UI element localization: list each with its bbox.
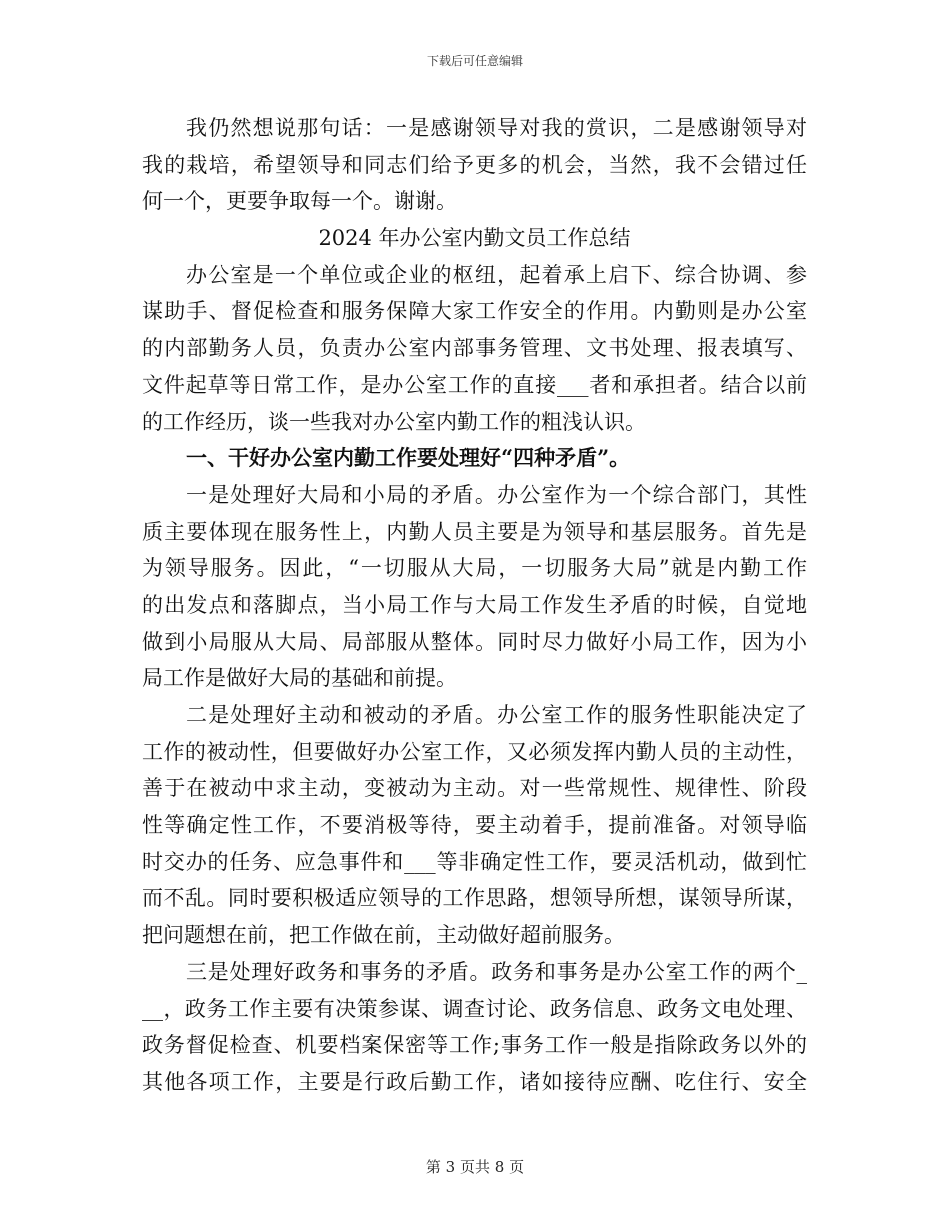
paragraph-line: 我的栽培，希望领导和同志们给予更多的机会，当然，我不会错过任 <box>142 152 807 177</box>
paragraph-line: 为领导服务。因此，“一切服从大局，一切服务大局”就是内勤工作 <box>142 556 807 581</box>
paragraph-line: 的出发点和落脚点，当小局工作与大局工作发生矛盾的时候，自觉地 <box>142 592 807 617</box>
paragraph-line: 文件起草等日常工作，是办公室工作的直接___者和承担者。结合以前 <box>142 372 807 397</box>
paragraph-line: 二是处理好主动和被动的矛盾。办公室工作的服务性职能决定了 <box>186 703 807 727</box>
document-title: 2024 年办公室内勤文员工作总结 <box>318 226 631 251</box>
paragraph-line: 性等确定性工作，不要消极等待，要主动着手，提前准备。对领导临 <box>142 813 807 838</box>
paragraph-line: 的工作经历，谈一些我对办公室内勤工作的粗浅认识。 <box>142 409 646 434</box>
paragraph-line: 谋助手、督促检查和服务保障大家工作安全的作用。内勤则是办公室 <box>142 299 807 324</box>
paragraph-line: 善于在被动中求主动，变被动为主动。对一些常规性、规律性、阶段 <box>142 776 807 801</box>
paragraph-line: 工作的被动性，但要做好办公室工作，又必须发挥内勤人员的主动性， <box>142 739 807 764</box>
paragraph-line: 把问题想在前，把工作做在前，主动做好超前服务。 <box>142 923 625 948</box>
paragraph-line: 而不乱。同时要积极适应领导的工作思路，想领导所想，谋领导所谋， <box>142 886 807 911</box>
paragraph-line: 政务督促检查、机要档案保密等工作;事务工作一般是指除政务以外的 <box>142 1033 807 1058</box>
paragraph-line: 质主要体现在服务性上，内勤人员主要是为领导和基层服务。首先是 <box>142 519 807 544</box>
paragraph-line: 我仍然想说那句话：一是感谢领导对我的赏识，二是感谢领导对 <box>186 116 807 140</box>
paragraph-line: 局工作是做好大局的基础和前提。 <box>142 666 457 691</box>
paragraph-line: 三是处理好政务和事务的矛盾。政务和事务是办公室工作的两个_ <box>186 959 807 984</box>
paragraph-line: 时交办的任务、应急事件和___等非确定性工作，要灵活机动，做到忙 <box>142 849 807 874</box>
paragraph-line: __，政务工作主要有决策参谋、调查讨论、政务信息、政务文电处理、 <box>142 996 807 1021</box>
section-heading: 一、干好办公室内勤工作要处理好“四种矛盾”。 <box>186 445 631 471</box>
paragraph-line: 的内部勤务人员，负责办公室内部事务管理、文书处理、报表填写、 <box>142 336 807 361</box>
paragraph-line: 其他各项工作，主要是行政后勤工作，诸如接待应酬、吃住行、安全 <box>142 1069 807 1094</box>
paragraph-line: 一是处理好大局和小局的矛盾。办公室作为一个综合部门，其性 <box>186 482 807 507</box>
paragraph-line: 办公室是一个单位或企业的枢纽，起着承上启下、综合协调、参 <box>186 262 807 287</box>
page-footer: 第 3 页共 8 页 <box>425 1158 525 1176</box>
document-body <box>142 110 807 1101</box>
paragraph-line: 何一个，更要争取每一个。谢谢。 <box>142 189 457 214</box>
page-header: 下载后可任意编辑 <box>426 54 523 68</box>
paragraph-line: 做到小局服从大局、局部服从整体。同时尽力做好小局工作，因为小 <box>142 629 807 654</box>
